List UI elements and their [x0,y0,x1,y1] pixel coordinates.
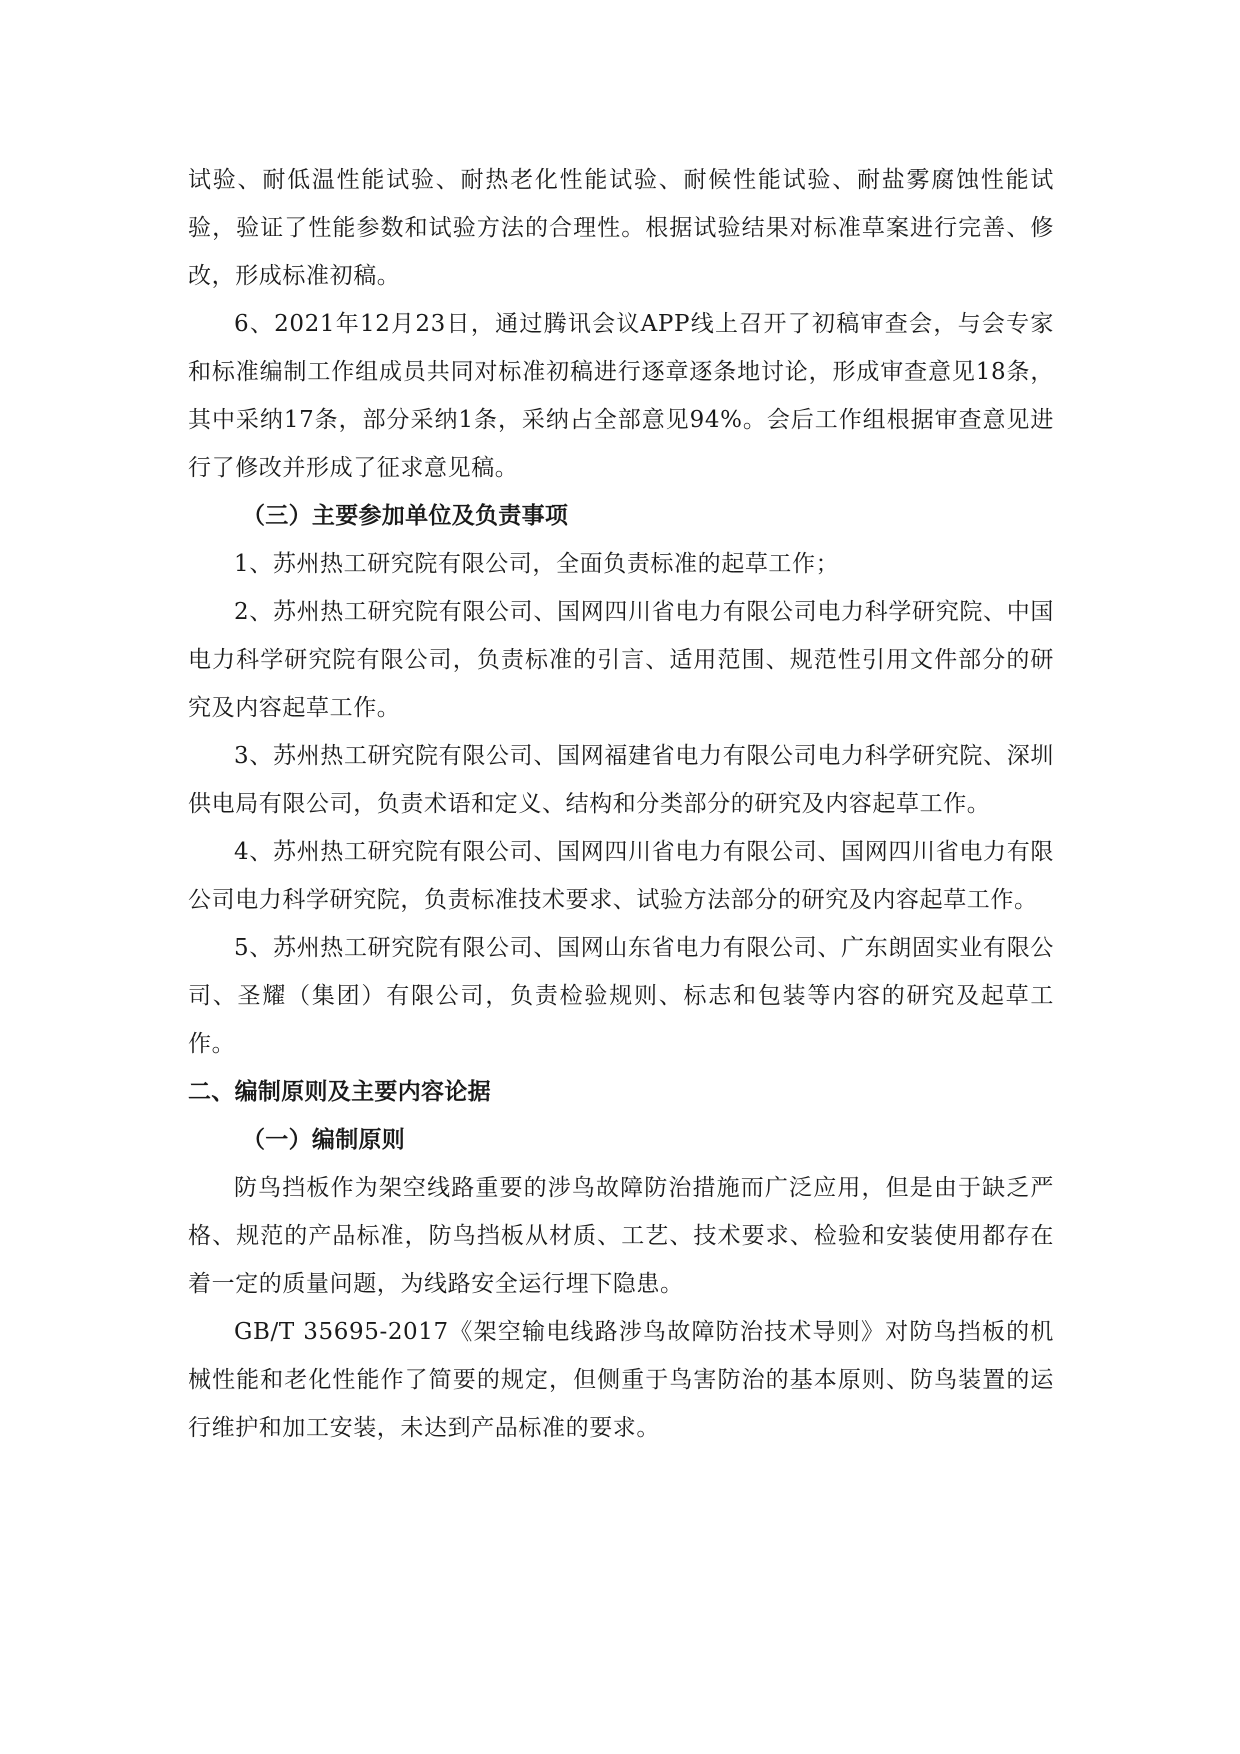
document-body [188,156,1054,1452]
paragraph-gbt-reference: GB/T 35695-2017《架空输电线路涉鸟故障防治技术导则》对防鸟挡板的机械性能和老化性能作了简要的规定，但侧重于鸟害防治的基本原则、防鸟装置的运行维护和加工安装，未达到产品标准的要求。 [188,1319,1054,1441]
paragraph-participant-5: 5、苏州热工研究院有限公司、国网山东省电力有限公司、广东朗固实业有限公司、圣耀（集团）有限公司，负责检验规则、标志和包装等内容的研究及起草工作。 [188,935,1054,1057]
paragraph-test-summary: 试验、耐低温性能试验、耐热老化性能试验、耐候性能试验、耐盐雾腐蚀性能试验，验证了性能参数和试验方法的合理性。根据试验结果对标准草案进行完善、修改，形成标准初稿。 [188,167,1054,289]
paragraph-participant-4: 4、苏州热工研究院有限公司、国网四川省电力有限公司、国网四川省电力有限公司电力科学研究院，负责标准技术要求、试验方法部分的研究及内容起草工作。 [188,839,1054,913]
paragraph-participant-1: 1、苏州热工研究院有限公司，全面负责标准的起草工作； [234,551,840,577]
paragraph-participant-2: 2、苏州热工研究院有限公司、国网四川省电力有限公司电力科学研究院、中国电力科学研究院有限公司，负责标准的引言、适用范围、规范性引用文件部分的研究及内容起草工作。 [188,599,1054,721]
paragraph-participant-3: 3、苏州热工研究院有限公司、国网福建省电力有限公司电力科学研究院、深圳供电局有限公司，负责术语和定义、结构和分类部分的研究及内容起草工作。 [188,743,1054,817]
section-heading-compilation-principles: （一）编制原则 [242,1127,406,1153]
paragraph-review-meeting: 6、2021年12月23日，通过腾讯会议APP线上召开了初稿审查会，与会专家和标准编制工作组成员共同对标准初稿进行逐章逐条地讨论，形成审查意见18条，其中采纳17条，部分采纳1条，采纳占全部意见94%。会后工作组根据审查意见进行了修改并形成了征求意见稿。 [188,311,1054,481]
paragraph-bird-baffle-background: 防鸟挡板作为架空线路重要的涉鸟故障防治措施而广泛应用，但是由于缺乏严格、规范的产品标准，防鸟挡板从材质、工艺、技术要求、检验和安装使用都存在着一定的质量问题，为线路安全运行埋下隐患。 [188,1175,1054,1297]
chapter-heading-principles: 二、编制原则及主要内容论据 [188,1079,491,1105]
section-heading-participants: （三）主要参加单位及负责事项 [242,503,569,529]
